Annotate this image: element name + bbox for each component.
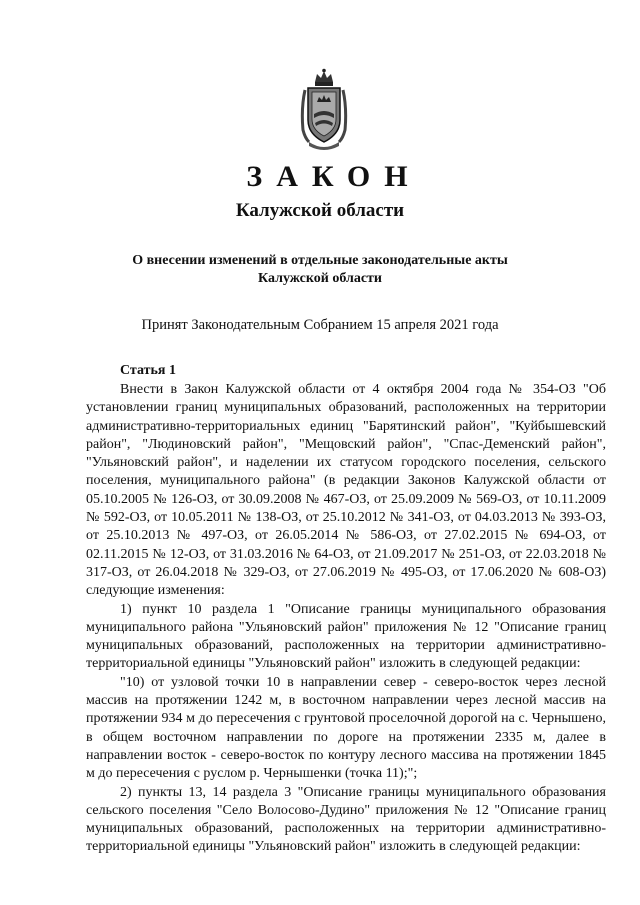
paragraph-item-1: 1) пункт 10 раздела 1 "Описание границы муниципального образования муниципального района "Ульяновский район" приложения № 12 "Описание границ муниципальных образований, расположенных на территории административно-территориальной единицы "Ульяновский район" изложить в следующей редакции: <box>86 601 606 672</box>
paragraph-quote-10: "10) от узловой точки 10 в направлении север - северо-восток через лесной массив на протяжении 1242 м, в восточном направлении через лесной массив на протяжении 934 м до пересечения с грунтовой проселочной дорогой на с. Чернышено, в общем восточном направлении по дороге на протяжении 2335 м, далее в направлении восток - северо-восток по контуру лесного массива на протяжении 1845 м до пересечения с руслом р. Чернышенки (точка 11);"; <box>86 674 606 782</box>
article-heading: Статья 1 <box>120 363 176 378</box>
paragraph-intro: Внести в Закон Калужской области от 4 октября 2004 года № 354-ОЗ "Об установлении границ муниципальных образований, расположенных на территории административно-территориальных единиц "Барятинский район", "Куйбышевский район", "Людиновский район", "Мещовский район", "Спас-Деменский район", "Ульяновский район", и наделении их статусом городского поселения, сельского поселения, муниципального района" (в редакции Законов Калужской области от 05.10.2005 № 126-ОЗ, от 30.09.2008 № 467-ОЗ, от 25.09.2009 № 569-ОЗ, от 10.11.2009 № 592-ОЗ, от 10.05.2011 № 138-ОЗ, от 25.10.2012 № 341-ОЗ, от 04.03.2013 № 393-ОЗ, от 25.10.2013 № 497-ОЗ, от 26.05.2014 № 586-ОЗ, от 27.02.2015 № 694-ОЗ, от 02.11.2015 № 12-ОЗ, от 31.03.2016 № 64-ОЗ, от 21.09.2017 № 251-ОЗ, от 22.03.2018 № 317-ОЗ, от 26.04.2018 № 329-ОЗ, от 27.06.2019 № 495-ОЗ, от 17.06.2020 № 608-ОЗ) следующие изменения: <box>86 382 606 599</box>
adoption-date-line: Принят Законодательным Собранием 15 апреля 2021 года <box>141 317 499 333</box>
subtitle-line-2: Калужской области <box>258 271 382 286</box>
region-title: Калужской области <box>235 200 405 221</box>
article-body <box>86 381 606 857</box>
paragraph-item-2: 2) пункты 13, 14 раздела 3 "Описание границы муниципального образования сельского поселения "Село Волосово-Дудино" приложения № 12 "Описание границ муниципальных образований, расположенных на территории административно-территориальной единицы "Ульяновский район" изложить в следующей редакции: <box>86 784 606 855</box>
coat-of-arms-icon <box>295 68 353 152</box>
law-title: ЗАКОН <box>246 160 422 193</box>
subtitle-line-1: О внесении изменений в отдельные законодательные акты <box>132 253 508 268</box>
